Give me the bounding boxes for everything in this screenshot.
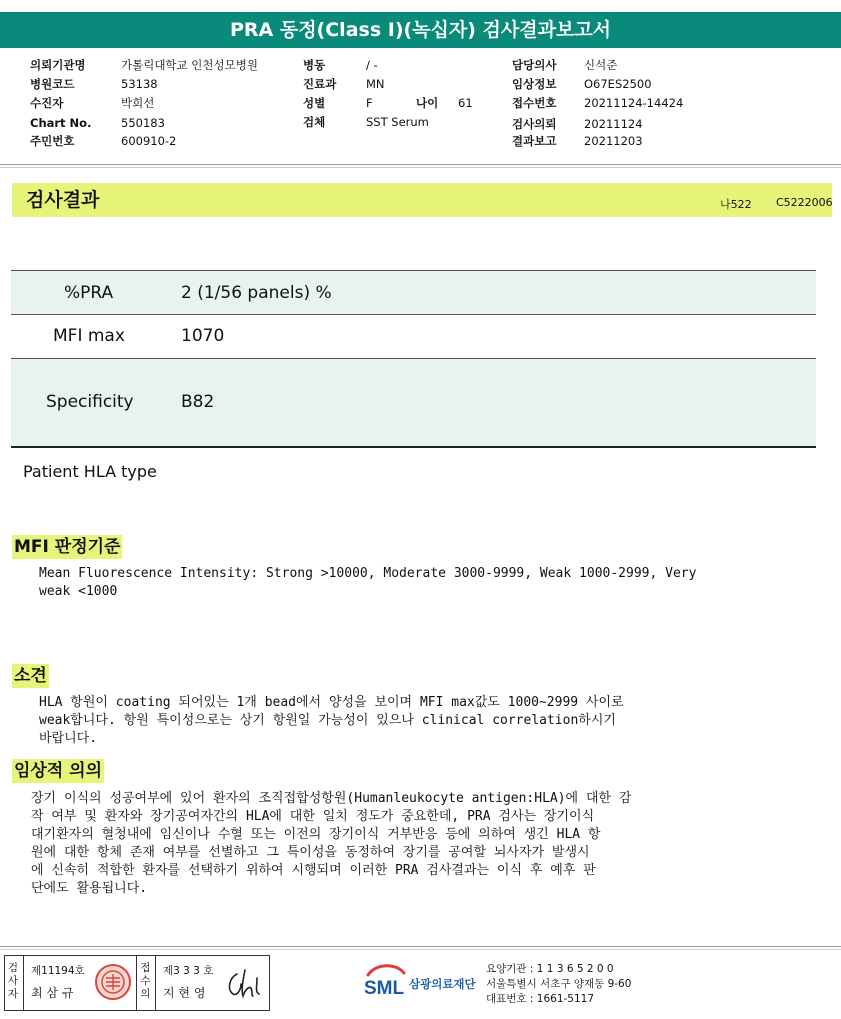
sml-logo-icon: [362, 961, 408, 1003]
clinical-line: 원에 대한 항체 존재 여부를 선별하고 그 특이성을 동정하여 장기를 공여할 뇌사자가 발생시: [31, 845, 590, 860]
test-code-left: 나522: [720, 198, 752, 211]
department-label: 진료과: [303, 77, 337, 91]
clinical-heading: 임상적 의의: [14, 761, 103, 781]
clinical-line: 대기환자의 혈청내에 임신이나 수혈 또는 이전의 장기이식 거부반응 등에 의하여 생긴 HLA 항: [31, 827, 601, 842]
org-name: 삼광의료재단: [409, 977, 476, 991]
table-row: [11, 271, 816, 314]
table-row: [11, 315, 816, 358]
examiner-label: 검사자: [7, 962, 19, 1000]
report-date-label: 결과보고: [512, 134, 557, 148]
results-section-title: 검사결과: [26, 189, 100, 211]
clinical-line: 에 신속히 적합한 환자를 선택하기 위하여 시행되며 이러한 PRA 검사결과는 이식 후 예후 판: [31, 863, 596, 878]
institution-value: 가톨릭대학교 인천성모병원: [121, 58, 258, 72]
clinical-info-label: 임상정보: [512, 77, 557, 91]
header-divider-2: [0, 167, 841, 168]
sig-divider: [155, 956, 156, 1010]
department-value: MN: [366, 77, 385, 91]
clinical-line: 작 여부 및 환자와 장기공여자간의 HLA에 대한 일치 정도가 중요한데, PRA 검사는 장기이식: [31, 809, 595, 824]
svg-text:SML: SML: [364, 978, 405, 999]
confirmer-label: 접수의: [140, 962, 151, 1000]
receipt-no-value: 20211124-14424: [584, 96, 684, 110]
chart-no-label: Chart No.: [30, 116, 92, 130]
confirmer-no: 제3 3 3 호: [163, 965, 214, 977]
examiner-seal-icon: [93, 962, 133, 1002]
ward-label: 병동: [303, 58, 326, 72]
resident-no-value: 600910-2: [121, 134, 177, 148]
results-section-band: [12, 183, 832, 217]
specimen-value: SST Serum: [366, 115, 429, 129]
examiner-no: 제11194호: [31, 965, 85, 977]
opinion-line: weak합니다. 항원 특이성으로는 상기 항원일 가능성이 있으나 clinical correlation하시기: [39, 713, 616, 728]
ward-value: / -: [366, 58, 378, 72]
signature-icon: [223, 964, 263, 1002]
clinical-line: 장기 이식의 성공여부에 있어 환자의 조직접합성항원(Humanleukocyte antigen:HLA)에 대한 감: [31, 791, 632, 806]
clinical-info-value: O67ES2500: [584, 77, 652, 91]
hospital-code-label: 병원코드: [30, 77, 75, 91]
request-date-label: 검사의뢰: [512, 117, 557, 131]
age-label: 나이: [416, 96, 439, 110]
specimen-label: 검체: [303, 115, 326, 129]
patient-hla-label: Patient HLA type: [23, 462, 157, 481]
patient-value: 박희선: [121, 96, 155, 110]
doctor-value: 신석준: [584, 58, 618, 72]
org-line: 대표번호 : 1661-5117: [486, 993, 595, 1005]
request-date-value: 20211124: [584, 117, 643, 131]
pra-value: 2 (1/56 panels) %: [181, 283, 332, 303]
signature-box: [4, 955, 270, 1011]
specificity-value: B82: [181, 392, 215, 412]
examiner-name: 최 삼 규: [31, 986, 74, 1000]
opinion-line: 바랍니다.: [39, 731, 98, 746]
mfi-heading: MFI 판정기준: [14, 537, 121, 557]
chart-no-value: 550183: [121, 116, 165, 130]
receipt-no-label: 접수번호: [512, 96, 557, 110]
patient-label: 수진자: [30, 96, 64, 110]
pra-label: %PRA: [64, 283, 114, 303]
mfi-line: weak <1000: [39, 584, 118, 599]
report-date-value: 20211203: [584, 134, 643, 148]
mfi-max-label: MFI max: [53, 326, 125, 346]
sex-label: 성별: [303, 96, 326, 110]
report-title: PRA 동정(Class I)(녹십자) 검사결과보고서: [0, 12, 841, 48]
sig-divider: [23, 956, 24, 1010]
org-line: 서울특별시 서초구 양재동 9-60: [486, 978, 632, 990]
table-row: [11, 359, 816, 446]
org-line: 요양기관 : 1 1 3 6 5 2 0 0: [486, 963, 614, 975]
age-value: 61: [458, 96, 473, 110]
mfi-max-value: 1070: [181, 326, 225, 346]
header-divider: [0, 164, 841, 165]
mfi-line: Mean Fluorescence Intensity: Strong >10000, Moderate 3000-9999, Weak 1000-2999, Very: [39, 566, 697, 581]
opinion-line: HLA 항원이 coating 되어있는 1개 bead에서 양성을 보이며 MFI max값도 1000~2999 사이로: [39, 695, 624, 710]
footer-divider: [0, 946, 841, 947]
resident-no-label: 주민번호: [30, 134, 75, 148]
doctor-label: 담당의사: [512, 58, 557, 72]
table-bottom-line: [11, 446, 816, 448]
confirmer-name: 지 현 영: [163, 986, 206, 1000]
specificity-label: Specificity: [46, 392, 134, 412]
test-code-right: C5222006: [776, 196, 833, 209]
institution-label: 의뢰기관명: [30, 58, 86, 72]
clinical-line: 단에도 활용됩니다.: [31, 881, 148, 896]
footer-divider-2: [0, 949, 841, 950]
sex-value: F: [366, 96, 373, 110]
opinion-heading: 소견: [14, 666, 47, 686]
hospital-code-value: 53138: [121, 77, 158, 91]
